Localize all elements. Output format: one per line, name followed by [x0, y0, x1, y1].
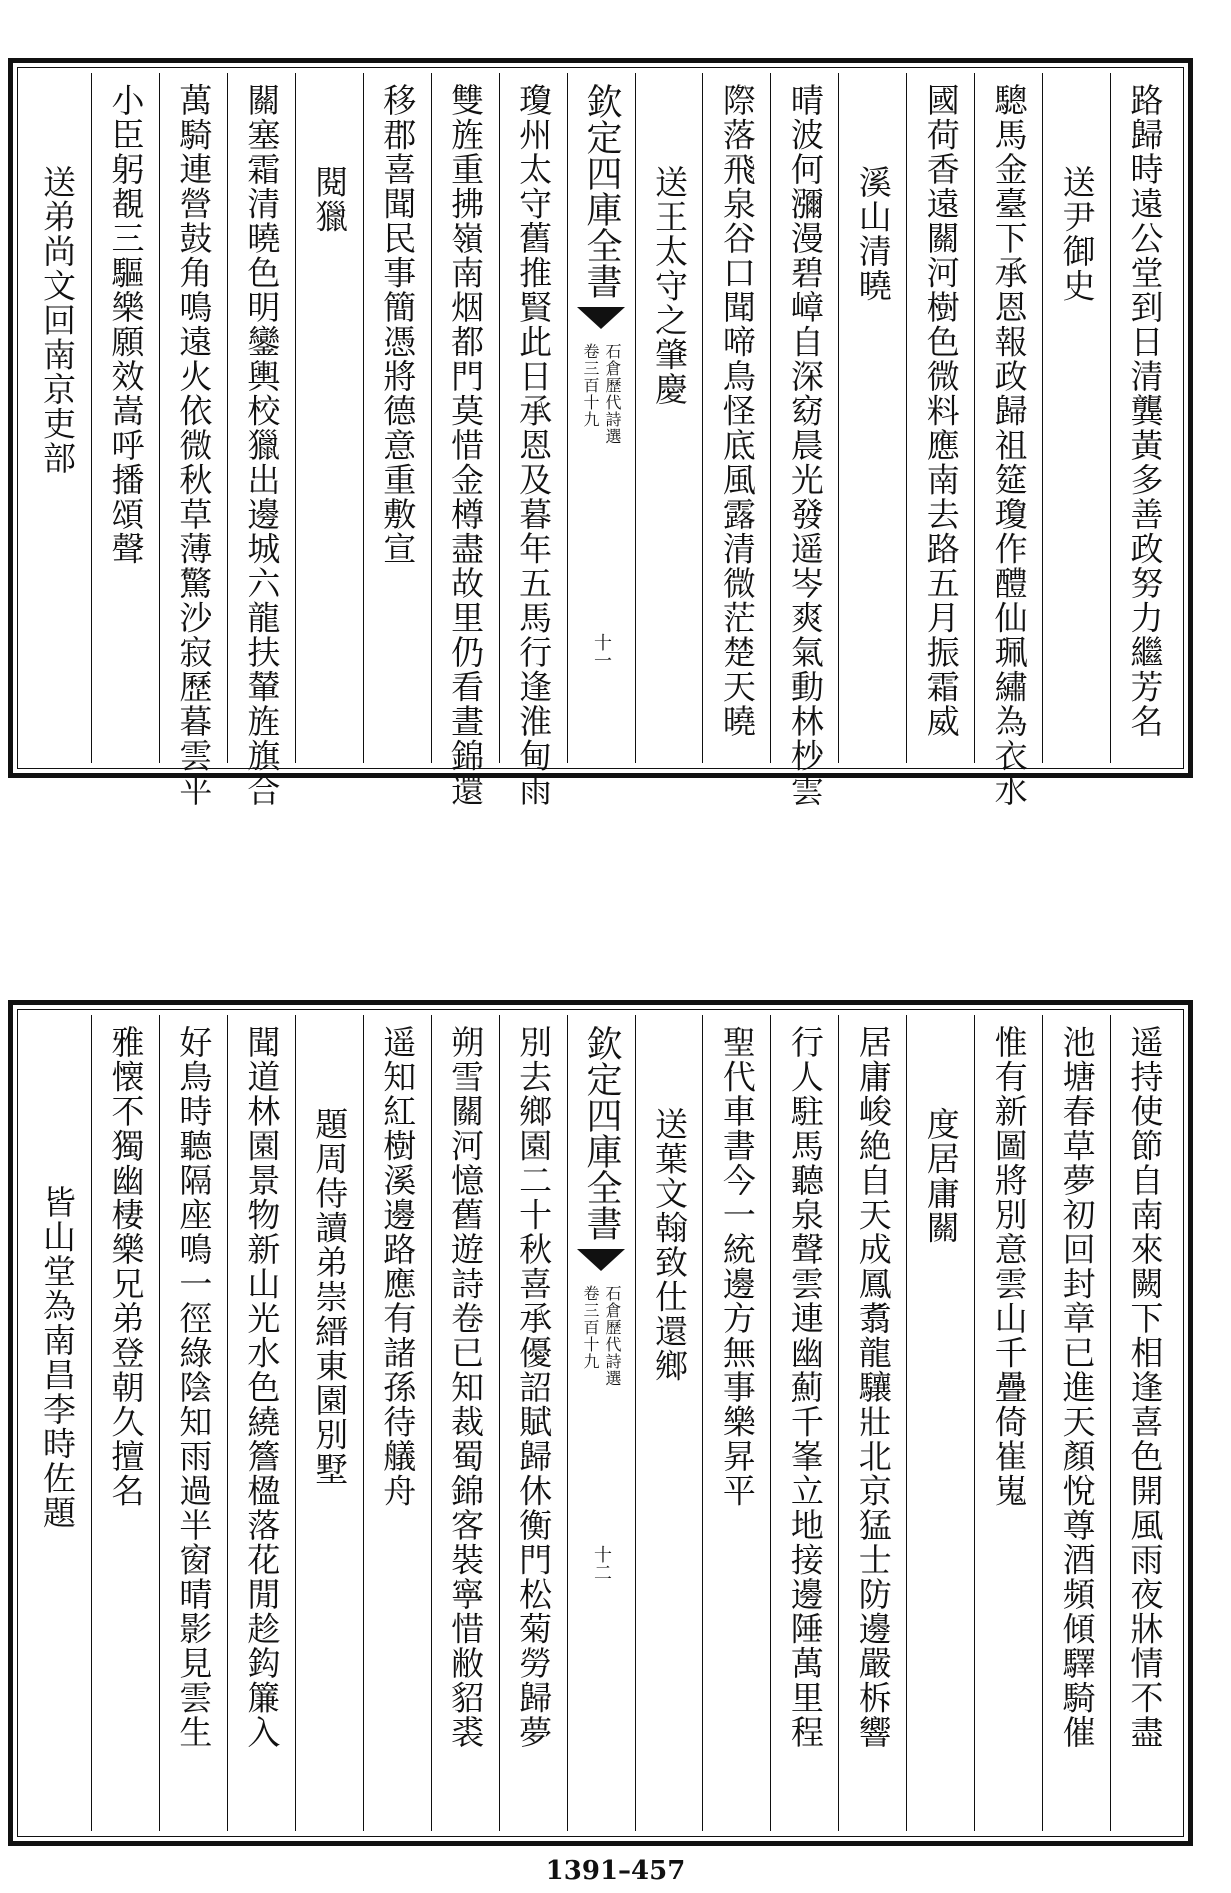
- verse-line: 行人駐馬聽泉聲雲連幽薊千峯立地接邊陲萬里程: [785, 1025, 825, 1750]
- verse-column: [770, 1015, 838, 1831]
- verse-line: 池塘春草夢初回封章已進天顏悅尊酒頻傾驛騎催: [1057, 1025, 1097, 1750]
- verse-line: 晴波何瀰漫碧嶂自深窈晨光發遥岑爽氣動林杪雲: [785, 83, 825, 808]
- verse-line: 別去鄉園二十秋喜承優詔賦歸休衡門松菊勞歸夢: [514, 1025, 554, 1750]
- verse-line: 雅懐不獨幽棲樂兄弟登朝久擅名: [106, 1025, 146, 1508]
- verse-column: [1110, 73, 1178, 763]
- verse-line: 雙旌重拂嶺南烟都門莫惜金樽盡故里仍看晝錦還: [446, 83, 486, 808]
- poem-title-column: [295, 1015, 363, 1831]
- verse-column: [974, 1015, 1042, 1831]
- poem-title-column: [23, 1015, 91, 1831]
- poem-title-column: [635, 73, 703, 763]
- verse-column: [702, 1015, 770, 1831]
- anthology-name: 石倉歷代詩選: [603, 1285, 623, 1387]
- poem-title: 送王太守之肇慶: [649, 165, 689, 407]
- verse-column: [363, 1015, 431, 1831]
- book-title: 欽定四庫全書: [581, 1025, 623, 1241]
- verse-column: [91, 1015, 159, 1831]
- top-page: [8, 58, 1193, 808]
- poem-title: 閱獵: [310, 165, 350, 234]
- poem-title-column: [1042, 73, 1110, 763]
- verse-column: [499, 1015, 567, 1831]
- poem-title: 送葉文翰致仕還鄉: [649, 1107, 689, 1383]
- verse-line: 惟有新圖將別意雲山千疊倚崔嵬: [989, 1025, 1029, 1508]
- bottom-page: [8, 1000, 1193, 1846]
- volume-number: 卷三百十九: [581, 343, 601, 428]
- center-strip: [567, 73, 635, 763]
- fish-tail-mark-icon: [577, 307, 625, 329]
- verse-line: 遥知紅樹溪邊路應有諸孫待艤舟: [378, 1025, 418, 1508]
- page-footer-code: 1391–457: [545, 1856, 686, 1886]
- book-title: 欽定四庫全書: [581, 83, 623, 299]
- poem-title-column: [23, 73, 91, 763]
- verse-line: 國荷香遠關河樹色微料應南去路五月振霜威: [921, 83, 961, 739]
- verse-column: [431, 1015, 499, 1831]
- poem-title-column: [295, 73, 363, 763]
- verse-column: [770, 73, 838, 808]
- poem-title-column: [635, 1015, 703, 1831]
- volume-number: 卷三百十九: [581, 1285, 601, 1370]
- verse-line: 瓊州太守舊推賢此日承恩及暮年五馬行逢淮甸雨: [514, 83, 554, 808]
- verse-column: [91, 73, 159, 763]
- poem-title-column: [838, 73, 906, 763]
- poem-title: 溪山清曉: [853, 165, 893, 303]
- verse-line: 際落飛泉谷口聞啼鳥怪底風露清微茫楚天曉: [717, 83, 757, 739]
- verse-column: [1042, 1015, 1110, 1831]
- center-strip: [567, 1015, 635, 1831]
- bottom-page-columns: [23, 1015, 1178, 1831]
- verse-column: [499, 73, 567, 808]
- verse-line: 聞道林園景物新山光水色繞簷楹落花閒趁鈎簾入: [242, 1025, 282, 1750]
- verse-line: 小臣躬覩三驅樂願效嵩呼播頌聲: [106, 83, 146, 566]
- top-page-columns: [23, 73, 1178, 808]
- verse-line: 萬騎連營鼓角鳴遠火依微秋草薄驚沙寂歷暮雲平: [174, 83, 214, 808]
- verse-column: [702, 73, 770, 763]
- verse-column: [227, 73, 295, 808]
- verse-line: 路歸時遠公堂到日清龔黃多善政努力繼芳名: [1125, 83, 1165, 739]
- verse-line: 關塞霜清曉色明鑾輿校獵出邊城六龍扶輦旌旗合: [242, 83, 282, 808]
- verse-column: [431, 73, 499, 808]
- verse-line: 好鳥時聽隔座鳴一徑綠陰知雨過半窗晴影見雲生: [174, 1025, 214, 1750]
- verse-line: 居庸峻絶自天成鳳翥龍驤壯北京猛士防邊嚴柝響: [853, 1025, 893, 1750]
- verse-line: 移郡喜聞民事簡憑將德意重敷宣: [378, 83, 418, 566]
- verse-column: [363, 73, 431, 763]
- fish-tail-mark-icon: [577, 1249, 625, 1271]
- verse-column: [974, 73, 1042, 808]
- volume-label: [580, 1285, 622, 1387]
- verse-line: 驄馬金臺下承恩報政歸祖筵瓊作醴仙珮繡為衣水: [989, 83, 1029, 808]
- leaf-number: 十二: [591, 1545, 613, 1581]
- poem-title: 皆山堂為南昌李時佐題: [38, 1185, 78, 1530]
- center-strip-content: [568, 73, 635, 763]
- leaf-number: 十一: [591, 633, 613, 669]
- verse-column: [159, 73, 227, 808]
- volume-label: [580, 343, 622, 445]
- poem-title: 度居庸關: [921, 1107, 961, 1245]
- verse-column: [227, 1015, 295, 1831]
- verse-column: [838, 1015, 906, 1831]
- poem-title-column: [906, 1015, 974, 1831]
- center-strip-content: [568, 1015, 635, 1831]
- anthology-name: 石倉歷代詩選: [603, 343, 623, 445]
- verse-column: [1110, 1015, 1178, 1831]
- verse-line: 遥持使節自南來闕下相逢喜色開風雨夜牀情不盡: [1125, 1025, 1165, 1750]
- poem-title: 送尹御史: [1057, 165, 1097, 303]
- poem-title: 送弟尚文回南京吏部: [38, 165, 78, 476]
- poem-title: 題周侍讀弟崇縉東園別墅: [310, 1107, 350, 1487]
- verse-column: [159, 1015, 227, 1831]
- verse-column: [906, 73, 974, 763]
- verse-line: 聖代車書今一統邊方無事樂昇平: [717, 1025, 757, 1508]
- verse-line: 朔雪關河憶舊遊詩卷已知裁蜀錦客裝寧惜敝貂裘: [446, 1025, 486, 1750]
